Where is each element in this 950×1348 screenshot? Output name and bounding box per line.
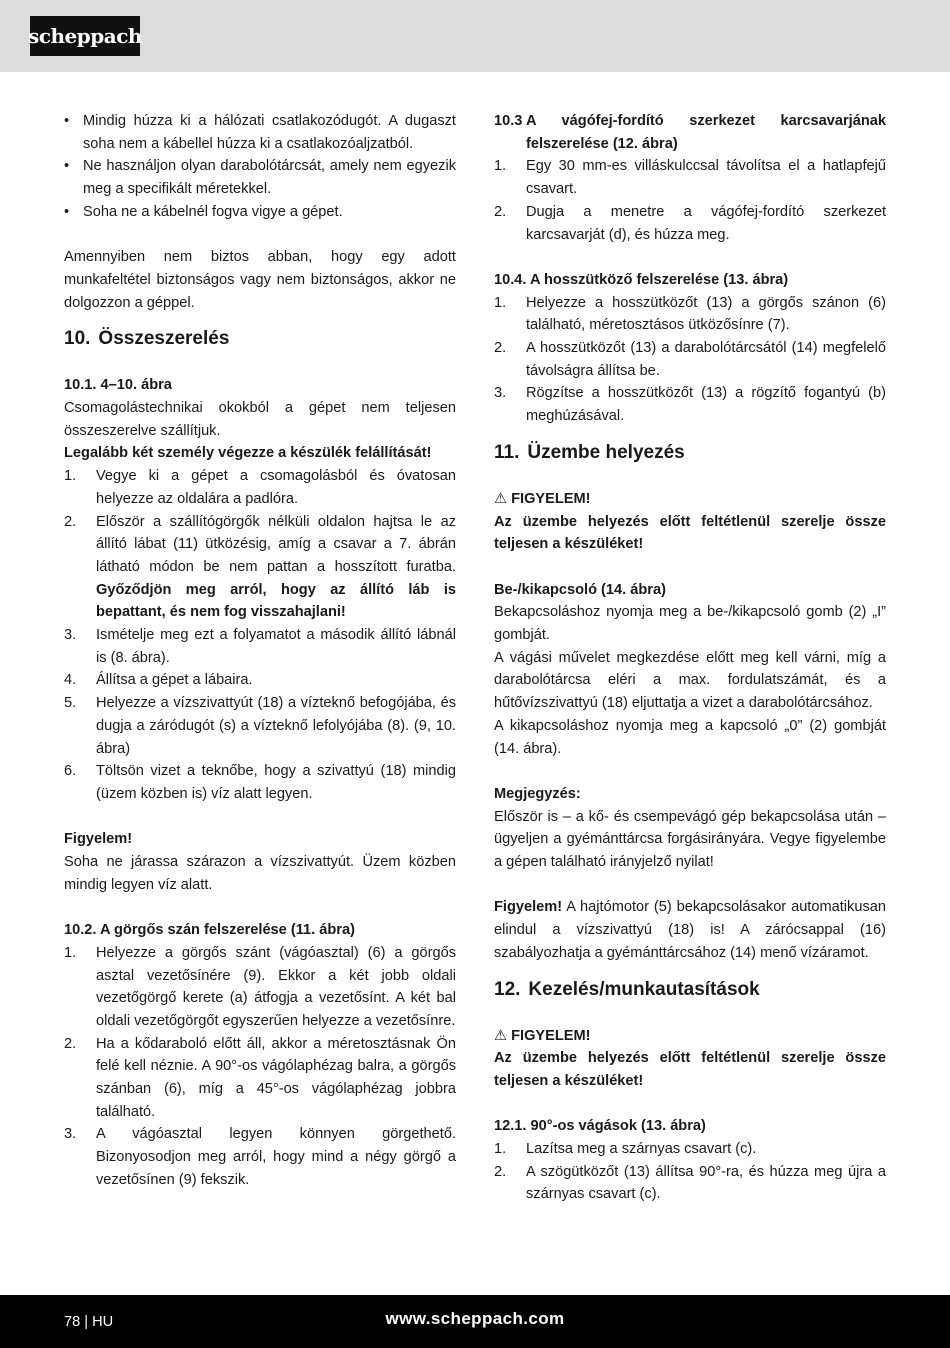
step-text: Vegye ki a gépet a csomagolásból és óvatosan helyezze az oldalára a padlóra.: [96, 468, 456, 507]
subsection-title: A vágófej-fordító szerkezet karcsavarjának felszerelése (12. ábra): [526, 113, 886, 152]
step-number: 3.: [494, 385, 507, 402]
section-number: 12.: [494, 978, 521, 1000]
step-number: 5.: [64, 695, 77, 712]
safety-bullet-list: [64, 110, 456, 224]
page-number: 78 | HU: [64, 1314, 114, 1330]
paragraph: Csomagolástechnikai okokból a gépet nem teljesen összeszerelve szállítjuk.: [64, 400, 456, 439]
note-text: Először is – a kő- és csempevágó gép bekapcsolása után – ügyeljen a gyémánttárcsa forgásirányára. Vegye figyelembe a gépen található irányjelző nyilat!: [494, 808, 886, 871]
section-title: Üzembe helyezés: [527, 441, 685, 463]
step-text-plain: Először a szállítógörgők nélküli oldalon hajtsa le az állító lábat (11) ütközésig, amíg a csavar a 7. ábrán látható módon be nem pattan a hosszított furatba.: [96, 513, 456, 575]
step-text: [96, 511, 456, 625]
warning-title: Figyelem!: [64, 831, 133, 848]
warning-text: Az üzembe helyezés előtt feltétlenül szerelje össze teljesen a készüléket!: [494, 1050, 886, 1089]
step-text: Ismételje meg ezt a folyamatot a második állító lábnál is (8. ábra).: [96, 627, 456, 666]
step-number: 2.: [64, 513, 77, 530]
step-text: Állítsa a gépet a lábaira.: [96, 672, 253, 689]
warning-label: [494, 1025, 886, 1048]
attention-text: A hajtómotor (5) bekapcsolásakor automatikusan elindul a vízszivattyú (18) is! A zárócsappal (16) szabályozhatja a gyémánttárcsához (14) menő vízáramot.: [494, 899, 886, 961]
paragraph: A vágási művelet megkezdése előtt meg kell várni, míg a darabolótárcsa eléri a max. fordulatszámát, és a hűtővízszivattyú (18) eljuttatja a vizet a darabolótárcsához.: [494, 649, 886, 712]
step-text: Rögzítse a hosszütközőt (13) a rögzítő fogantyú (b) meghúzásával.: [526, 385, 886, 425]
page-header: [0, 0, 950, 72]
bullet-item: • Ne használjon olyan darabolótárcsát, amely nem egyezik meg a specifikált méretekkel.: [64, 155, 456, 200]
warning-text: Az üzembe helyezés előtt feltétlenül szerelje össze teljesen a készüléket!: [494, 513, 886, 553]
warning-text: Soha ne járassa szárazon a vízszivattyút. Üzem közben mindig legyen víz alatt.: [64, 854, 456, 893]
step-number: 6.: [64, 763, 77, 780]
subsection-10-4-heading: 10.4. A hosszütköző felszerelése (13. ábra): [494, 271, 789, 288]
step-text: Helyezze a hosszütközőt (13) a görgős szánon (6) található, méretosztásos ütközősínre (7).: [526, 294, 886, 334]
warning-triangle-icon: ⚠: [494, 490, 508, 507]
note-heading: Megjegyzés:: [494, 785, 581, 802]
attention-paragraph: [494, 896, 886, 964]
page-footer: [0, 1295, 950, 1348]
step-text: Lazítsa meg a szárnyas csavart (c).: [526, 1141, 757, 1158]
step-number: 1.: [494, 1141, 507, 1158]
scheppach-logo: scheppach: [30, 16, 140, 56]
step-text: A vágóasztal legyen könnyen görgethető. Bizonyosodjon meg arról, hogy mind a négy görgő a vezetősínen (9) fekszik.: [96, 1126, 456, 1188]
subsection-10-1-heading: 10.1. 4–10. ábra: [64, 377, 172, 394]
step-number: 2.: [494, 1163, 507, 1180]
bold-notice: Legalább két személy végezze a készülék felállítását!: [64, 445, 432, 462]
warning-label: [494, 488, 886, 511]
step-number: 2.: [64, 1035, 77, 1052]
switch-heading: Be-/kikapcsoló (14. ábra): [494, 581, 666, 598]
section-title: Kezelés/munkautasítások: [528, 978, 760, 1000]
attention-label: Figyelem!: [494, 899, 563, 916]
step-text: Helyezze a görgős szánt (vágóasztal) (6) a görgős asztal vezetősínére (9). Ekkor a két jobb oldali vezetőgörgő kerete (a) átfogja a vezetősínt. A két bal oldali vezetőgörgőt egyszerűen helyezze a vezetősínre.: [96, 944, 456, 1029]
bullet-item: • Mindig húzza ki a hálózati csatlakozódugót. A dugaszt soha nem a kábellel húzza ki a csatlakozóaljzatból.: [64, 110, 456, 155]
warning-label-text: FIGYELEM!: [511, 490, 591, 507]
step-number: 1.: [494, 158, 507, 175]
section-10-heading: [64, 326, 456, 352]
intro-paragraph: Amennyiben nem biztos abban, hogy egy adott munkafeltétel biztonságos vagy nem biztonságos, akkor ne dolgozzon a géppel.: [64, 249, 456, 311]
roller-carriage-steps: [64, 942, 456, 1192]
step-number: 1.: [64, 468, 77, 485]
warning-label-text: FIGYELEM!: [511, 1027, 591, 1044]
step-text: Töltsön vizet a teknőbe, hogy a szivattyú (18) mindig (üzem közben is) víz alatt legyen.: [96, 763, 456, 802]
step-number: 2.: [494, 340, 507, 357]
section-12-heading: [494, 977, 886, 1003]
step-number: 2.: [494, 203, 507, 220]
step-number: 3.: [64, 1126, 77, 1143]
section-title: Összeszerelés: [98, 328, 230, 350]
paragraph: A kikapcsoláshoz nyomja meg a kapcsoló „0” (2) gombját (14. ábra).: [494, 717, 886, 757]
step-text: A hosszütközőt (13) a darabolótárcsától (14) megfelelő távolságra állítsa be.: [526, 340, 886, 379]
right-column: [494, 110, 886, 1206]
step-text: Egy 30 mm-es villáskulccsal távolítsa el a hatlapfejű csavart.: [526, 158, 886, 198]
step-text: Helyezze a vízszivattyút (18) a vízteknő befogójába, és dugja a záródugót (s) a vízteknő lefolyójába (8). (9, 10. ábra): [96, 695, 456, 757]
section-number: 11.: [494, 441, 520, 463]
step-number: 1.: [494, 294, 507, 311]
assembly-steps: [64, 465, 456, 806]
subsection-10-2-heading: 10.2. A görgős szán felszerelése (11. ábra): [64, 922, 355, 939]
bullet-item: • Soha ne a kábelnél fogva vigye a gépet.: [64, 201, 456, 224]
step-text-bold: Győződjön meg arról, hogy az állító láb is bepattant, és nem fog visszahajlani!: [96, 581, 456, 621]
paragraph: Bekapcsoláshoz nyomja meg a be-/kikapcsoló gomb (2) „I” gombját.: [494, 604, 886, 644]
section-number: 10.: [64, 328, 91, 350]
section-11-heading: [494, 440, 886, 466]
warning-triangle-icon: ⚠: [494, 1027, 508, 1044]
subsection-12-1-heading: 12.1. 90°-os vágások (13. ábra): [494, 1118, 706, 1135]
step-text: Ha a kődaraboló előtt áll, akkor a méretosztásnak Ön felé kell néznie. A 90°-os vágólaphézag balra, a görgős szánban (6), míg a 45°-os vágólaphézag jobbra található.: [96, 1035, 456, 1120]
subsection-10-3-heading: [494, 110, 886, 155]
subsection-number: 10.3: [494, 113, 523, 129]
step-text: Dugja a menetre a vágófej-fordító szerkezet karcsavarját (d), és húzza meg.: [526, 203, 886, 243]
left-column: [64, 110, 456, 1192]
step-number: 1.: [64, 944, 77, 961]
website-link[interactable]: www.scheppach.com: [385, 1309, 565, 1328]
step-number: 4.: [64, 672, 77, 689]
step-number: 3.: [64, 627, 77, 644]
step-text: A szögütközőt (13) állítsa 90°-ra, és húzza meg újra a szárnyas csavart (c).: [526, 1163, 886, 1203]
